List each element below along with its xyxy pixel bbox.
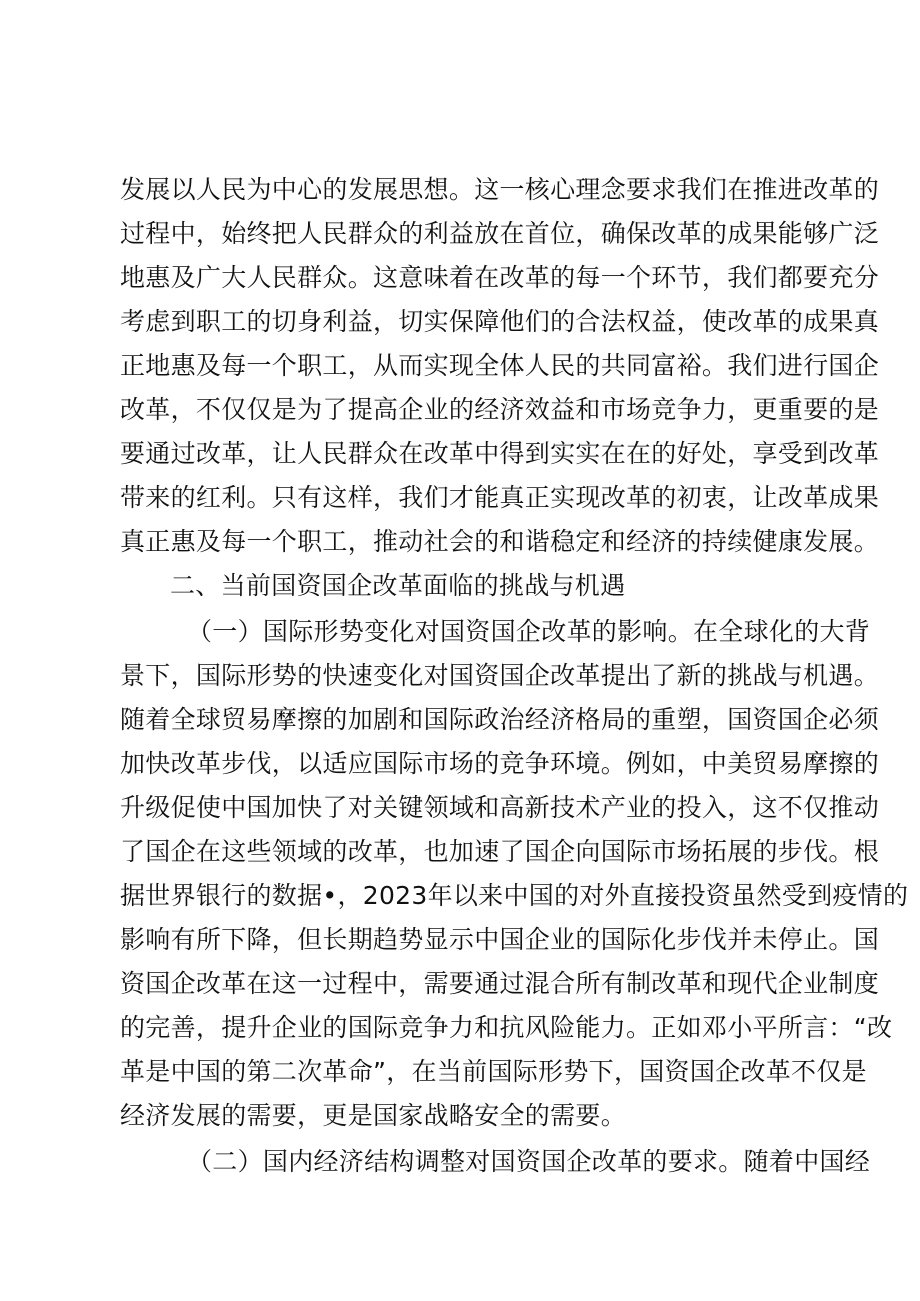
text-line: 发展以人民为中心的发展思想。这一核心理念要求我们在推进改革的: [120, 175, 880, 204]
text-line: 真正惠及每一个职工，推动社会的和谐稳定和经济的持续健康发展。: [120, 527, 880, 556]
text-line: 的完善，提升企业的国际竞争力和抗风险能力。正如邓小平所言：“改: [120, 1013, 893, 1042]
text-line: 加快改革步伐，以适应国际市场的竞争环境。例如，中美贸易摩擦的: [120, 749, 880, 778]
text-line: 带来的红利。只有这样，我们才能真正实现改革的初衷，让改革成果: [120, 483, 880, 512]
text-line: 地惠及广大人民群众。这意味着在改革的每一个环节，我们都要充分: [120, 263, 880, 292]
text-line: 据世界银行的数据•，2023年以来中国的对外直接投资虽然受到疫情的: [120, 881, 909, 910]
text-line: 升级促使中国加快了对关键领域和高新技术产业的投入，这不仅推动: [120, 793, 880, 822]
paragraph-international-situation: [120, 610, 909, 1138]
text-line: 要通过改革，让人民群众在改革中得到实实在在的好处，享受到改革: [120, 439, 880, 468]
paragraph-domestic-restructuring: [120, 1140, 871, 1184]
paragraph-people-centered: [120, 168, 880, 564]
text-line: 过程中，始终把人民群众的利益放在首位，确保改革的成果能够广泛: [120, 219, 880, 248]
text-line: 正地惠及每一个职工，从而实现全体人民的共同富裕。我们进行国企: [120, 351, 880, 380]
text-line: 经济发展的需要，更是国家战略安全的需要。: [120, 1101, 627, 1130]
text-line: （一）国际形势变化对国资国企改革的影响。在全球化的大背: [187, 617, 871, 646]
text-line: 了国企在这些领域的改革，也加速了国企向国际市场拓展的步伐。根: [120, 837, 880, 866]
section-heading-text: 二、当前国资国企改革面临的挑战与机遇: [170, 571, 626, 600]
text-line: 革是中国的第二次革命”，在当前国际形势下，国资国企改革不仅是: [120, 1057, 867, 1086]
text-line: 随着全球贸易摩擦的加剧和国际政治经济格局的重塑，国资国企必须: [120, 705, 880, 734]
text-line: 影响有所下降，但长期趋势显示中国企业的国际化步伐并未停止。国: [120, 925, 880, 954]
text-line: 考虑到职工的切身利益，切实保障他们的合法权益，使改革的成果真: [120, 307, 880, 336]
text-line: （二）国内经济结构调整对国资国企改革的要求。随着中国经: [187, 1147, 871, 1176]
section-heading: [120, 564, 810, 608]
document-body: [120, 168, 909, 1184]
text-line: 景下，国际形势的快速变化对国资国企改革提出了新的挑战与机遇。: [120, 661, 880, 690]
text-line: 资国企改革在这一过程中，需要通过混合所有制改革和现代企业制度: [120, 969, 880, 998]
text-line: 改革，不仅仅是为了提高企业的经济效益和市场竞争力，更重要的是: [120, 395, 880, 424]
